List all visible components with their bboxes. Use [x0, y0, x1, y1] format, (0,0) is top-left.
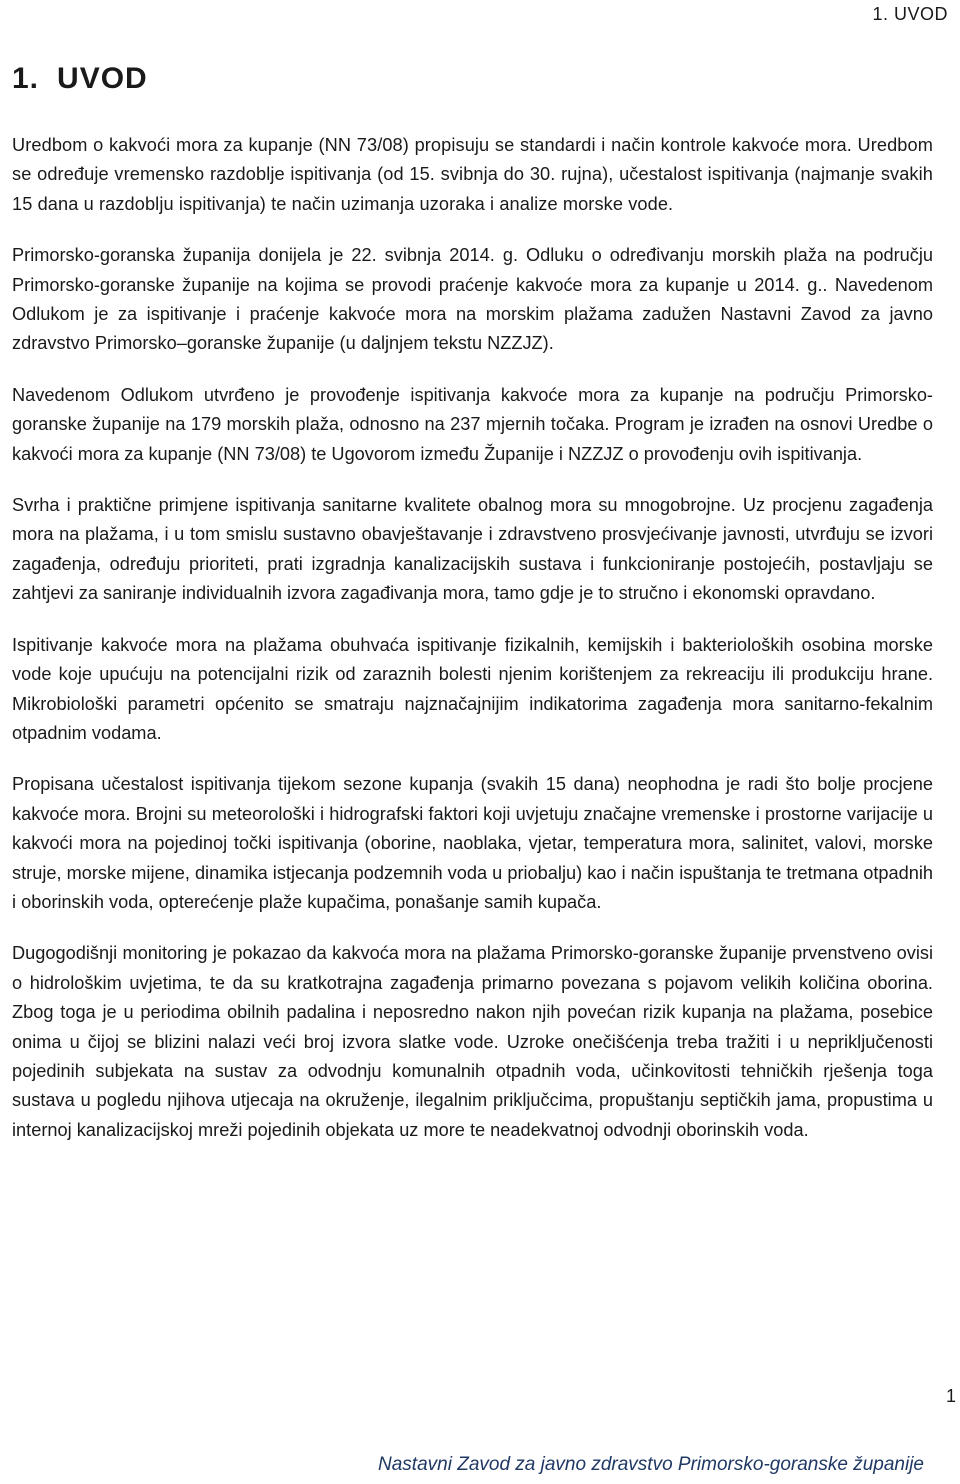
paragraph-7: Dugogodišnji monitoring je pokazao da kakvoća mora na plažama Primorsko-goranske županije prvenstveno ovisi o hidrološkim uvjetima, te da su kratkotrajna zagađenja primarno povezana s pojavom velikih količina oborina. Zbog toga je u periodima obilnih padalina i neposredno nakon njih povećan rizik kupanja na plažama, posebice onima u čijoj se blizini nalazi veći broj izvora slatke vode. Uzroke onečišćenja treba tražiti i u nepriključenosti pojedinih subjekata na sustav za odvodnju komunalnih otpadnih voda, učinkovitosti tehničkih rješenja toga sustava u pogledu njihova utjecaja na okruženje, ilegalnim priključcima, propuštanju septičkih jama, propustima u internoj kanalizacijskoj mreži pojedinih objekata uz more te neadekvatnoj odvodnji oborinskih voda. — [12, 943, 933, 1140]
section-number: 1. — [12, 62, 40, 95]
running-header: 1. UVOD — [872, 4, 948, 24]
page-footer: Nastavni Zavod za javno zdravstvo Primorsko-goranske županije — [378, 1454, 924, 1475]
section-title: UVOD — [57, 62, 148, 95]
section-heading — [12, 62, 148, 96]
paragraph-5: Ispitivanje kakvoće mora na plažama obuhvaća ispitivanje fizikalnih, kemijskih i bakterioloških osobina morske vode koje upućuju na potencijalni rizik od zaraznih bolesti njenim korištenjem za rekreaciju ili produkciju hrane. Mikrobiološki parametri općenito se smatraju najznačajnijim indikatorima zagađenja mora sanitarno-fekalnim otpadnim vodama. — [12, 634, 933, 743]
paragraph-6: Propisana učestalost ispitivanja tijekom sezone kupanja (svakih 15 dana) neophodna je radi što bolje procjene kakvoće mora. Brojni su meteorološki i hidrografski faktori koji uvjetuju značajne vremenske i prostorne varijacije u kakvoći mora na pojedinoj točki ispitivanja (oborine, naoblaka, vjetar, temperatura mora, salinitet, valovi, morske struje, morske mijene, dinamika istjecanja podzemnih voda u priobalju) kao i način ispuštanja te tretmana otpadnih i oborinskih voda, opterećenje plaže kupačima, ponašanje samih kupača. — [12, 774, 933, 912]
paragraph-1: Uredbom o kakvoći mora za kupanje (NN 73/08) propisuju se standardi i način kontrole kakvoće mora. Uredbom se određuje vremensko razdoblje ispitivanja (od 15. svibnja do 30. rujna), učestalost ispitivanja (najmanje svakih 15 dana u razdoblju ispitivanja) te način uzimanja uzoraka i analize morske vode. — [12, 135, 933, 214]
paragraph-4: Svrha i praktične primjene ispitivanja sanitarne kvalitete obalnog mora su mnogobrojne. Uz procjenu zagađenja mora na plažama, i u tom smislu sustavno obavještavanje i zdravstveno prosvjećivanje javnosti, utvrđuju se izvori zagađenja, određuju prioriteti, prati izgradnja kanalizacijskih sustava i funkcioniranje postojećih, postavljaju se zahtjevi za saniranje individualnih izvora zagađivanja mora, tamo gdje je to stručno i ekonomski opravdano. — [12, 495, 933, 604]
paragraph-3: Navedenom Odlukom utvrđeno je provođenje ispitivanja kakvoće mora za kupanje na području Primorsko-goranske županije na 179 morskih plaža, odnosno na 237 mjernih točaka. Program je izrađen na osnovi Uredbe o kakvoći mora za kupanje (NN 73/08) te Ugovorom između Županije i NZZJZ o provođenju ovih ispitivanja. — [12, 384, 933, 464]
paragraph-2: Primorsko-goranska županija donijela je 22. svibnja 2014. g. Odluku o određivanju morskih plaža na području Primorsko-goranske županije na kojima se provodi praćenje kakvoće mora za kupanje u 2014. g.. Navedenom Odlukom je za ispitivanje i praćenje kakvoće mora na morskim plažama zadužen Nastavni Zavod za javno zdravstvo Primorsko–goranske županije (u daljnjem tekstu NZZJZ). — [12, 245, 933, 354]
body-text — [12, 131, 933, 1167]
page-number: 1 — [945, 1386, 956, 1406]
